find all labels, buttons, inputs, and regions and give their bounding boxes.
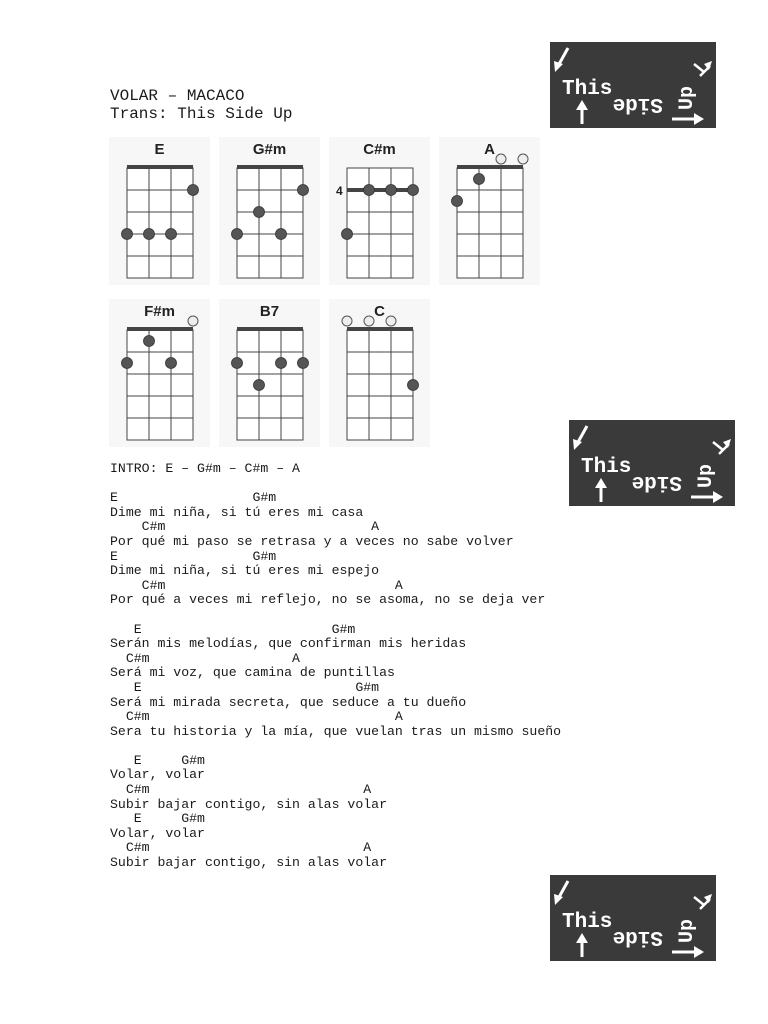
nut	[237, 165, 303, 169]
arrow-right-icon	[691, 491, 723, 503]
logo-word-side: Side	[631, 470, 682, 493]
lyric-line: Dime mi niña, si tú eres mi casa	[110, 504, 364, 520]
chord-diagram-b7	[219, 299, 320, 447]
finger-dot	[408, 185, 419, 196]
chord-chart	[219, 137, 320, 285]
finger-dot	[254, 380, 265, 391]
chord-name: G#m	[252, 141, 287, 158]
finger-dot	[276, 358, 287, 369]
lyric-line: E G#m	[110, 752, 205, 768]
logo-graphic	[550, 875, 716, 961]
chord-diagram-fsharp-m	[109, 299, 210, 447]
arrow-up-right-icon	[694, 894, 712, 909]
lyric-line: C#m A	[110, 709, 403, 725]
lyric-line: E G#m	[110, 548, 277, 564]
logo-word-up: Up	[695, 463, 718, 488]
logo-word-up: Up	[676, 918, 699, 943]
lyric-line: E G#m	[110, 490, 277, 506]
arrow-down-left-icon	[554, 881, 568, 905]
lyric-line: Volar, volar	[110, 767, 205, 783]
open-string-marker	[518, 154, 528, 164]
finger-dot	[386, 185, 397, 196]
finger-dot	[364, 185, 375, 196]
lyric-line: Será mi voz, que camina de puntillas	[110, 665, 395, 681]
arrow-up-icon	[576, 933, 588, 957]
chord-name: F#m	[144, 303, 175, 320]
arrow-up-icon	[576, 100, 588, 124]
blank-line	[110, 608, 561, 623]
arrow-right-icon	[672, 113, 704, 125]
song-title: VOLAR – MACACO	[110, 87, 245, 105]
lyric-line: Serán mis melodías, que confirman mis heridas	[110, 636, 467, 652]
arrow-down-left-icon	[554, 48, 568, 72]
finger-dot	[122, 358, 133, 369]
finger-dot	[276, 229, 287, 240]
logo-graphic	[550, 42, 716, 128]
blank-line	[110, 739, 561, 754]
chord-diagram-csharp-m	[329, 137, 430, 285]
chord-diagram-gsharp-m	[219, 137, 320, 285]
open-string-marker	[188, 316, 198, 326]
finger-dot	[144, 336, 155, 347]
lyric-line: C#m A	[110, 650, 300, 666]
lyrics-block	[110, 462, 561, 871]
lyric-line: Por qué a veces mi reflejo, no se asoma, no se deja ver	[110, 592, 546, 608]
finger-dot	[342, 229, 353, 240]
nut	[457, 165, 523, 169]
finger-dot	[188, 185, 199, 196]
finger-dot	[122, 229, 133, 240]
chord-name: B7	[259, 303, 280, 320]
arrow-up-right-icon	[694, 61, 712, 76]
logo-word-side: Side	[612, 925, 663, 948]
chord-diagram-a	[439, 137, 540, 285]
lyric-line: C#m A	[110, 519, 380, 535]
lyric-line: E G#m	[110, 679, 380, 695]
chord-chart	[109, 137, 210, 285]
arrow-right-icon	[672, 946, 704, 958]
lyric-line: Por qué mi paso se retrasa y a veces no sabe volver	[110, 533, 514, 549]
arrow-up-icon	[595, 478, 607, 502]
arrow-up-right-icon	[713, 439, 731, 454]
chord-name: C	[374, 303, 385, 320]
finger-dot	[298, 358, 309, 369]
finger-dot	[474, 174, 485, 185]
lyric-line: Volar, volar	[110, 825, 205, 841]
chord-name: C#m	[363, 141, 396, 158]
lyric-line: Subir bajar contigo, sin alas volar	[110, 855, 387, 871]
fretboard-grid	[347, 168, 413, 278]
logo-word-this: This	[562, 911, 613, 934]
chord-chart	[219, 299, 320, 447]
lyric-line: E G#m	[110, 811, 205, 827]
logo-graphic	[569, 420, 735, 506]
nut	[237, 327, 303, 331]
arrow-down-left-icon	[573, 426, 587, 450]
logo-word-up: Up	[676, 85, 699, 110]
chord-diagram-c	[329, 299, 430, 447]
finger-dot	[408, 380, 419, 391]
nut	[347, 327, 413, 331]
logo-word-this: This	[581, 456, 632, 479]
lyric-line: INTRO: E – G#m – C#m – A	[110, 461, 300, 476]
lyric-line: E G#m	[110, 621, 356, 637]
chord-chart	[329, 299, 430, 447]
chord-chart	[439, 137, 540, 285]
fretboard-grid	[127, 330, 193, 440]
finger-dot	[232, 358, 243, 369]
song-subtitle: Trans: This Side Up	[110, 105, 293, 123]
chord-diagram-e	[109, 137, 210, 285]
nut	[127, 165, 193, 169]
finger-dot	[232, 229, 243, 240]
logo-word-this: This	[562, 78, 613, 101]
lyric-line: Será mi mirada secreta, que seduce a tu dueño	[110, 694, 467, 710]
lyric-line: C#m A	[110, 782, 372, 798]
fretboard-grid	[457, 168, 523, 278]
this-side-up-logo	[569, 420, 735, 506]
chord-name: A	[484, 141, 495, 158]
finger-dot	[166, 229, 177, 240]
chord-name: E	[154, 141, 165, 158]
chord-chart	[329, 137, 430, 285]
finger-dot	[144, 229, 155, 240]
open-string-marker	[364, 316, 374, 326]
open-string-marker	[386, 316, 396, 326]
fretboard-grid	[347, 330, 413, 440]
lyric-line: C#m A	[110, 840, 372, 856]
lyric-line: Sera tu historia y la mía, que vuelan tras un mismo sueño	[110, 723, 562, 739]
lyric-line: Dime mi niña, si tú eres mi espejo	[110, 563, 380, 579]
open-string-marker	[342, 316, 352, 326]
fretboard-grid	[237, 168, 303, 278]
fret-number: 4	[336, 184, 343, 198]
lyric-line: Subir bajar contigo, sin alas volar	[110, 796, 387, 812]
blank-line	[110, 477, 561, 492]
finger-dot	[452, 196, 463, 207]
fretboard-grid	[237, 330, 303, 440]
finger-dot	[298, 185, 309, 196]
lyric-line: C#m A	[110, 577, 403, 593]
logo-word-side: Side	[612, 92, 663, 115]
nut	[127, 327, 193, 331]
chord-chart	[109, 299, 210, 447]
this-side-up-logo	[550, 42, 716, 128]
finger-dot	[166, 358, 177, 369]
this-side-up-logo	[550, 875, 716, 961]
open-string-marker	[496, 154, 506, 164]
fretboard-grid	[127, 168, 193, 278]
finger-dot	[254, 207, 265, 218]
